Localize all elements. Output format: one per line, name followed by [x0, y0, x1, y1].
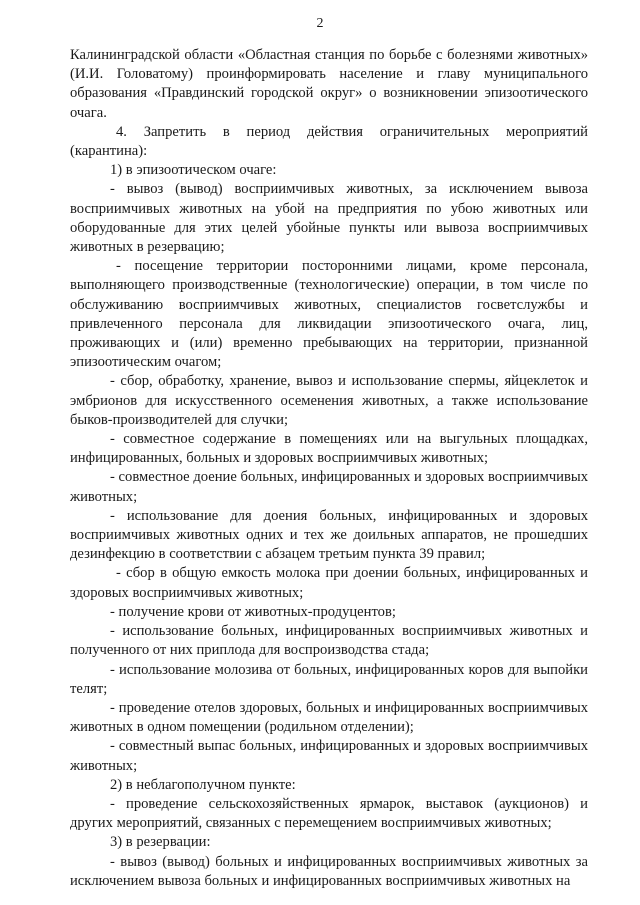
list-item: - сбор, обработку, хранение, вывоз и использование спермы, яйцеклеток и эмбрионов для искусственного осеменения животных, а также использование быков-производителей для случки; — [70, 373, 588, 428]
list-item: - проведение сельскохозяйственных ярмарок, выставок (аукционов) и других мероприятий, связанных с перемещением восприимчивых животных; — [70, 795, 588, 832]
list-item: - совместный выпас больных, инфицированных и здоровых восприимчивых животных; — [70, 738, 588, 774]
list-item: - вывоз (вывод) больных и инфицированных восприимчивых животных за исключением вывоза больных и инфицированных восприимчивых животных на — [70, 853, 588, 889]
list-item: - посещение территории посторонними лицами, кроме персонала, выполняющего производственные (технологические) операции, в том числе по обслуживанию восприимчивых животных, специалистов госветслужбы и привлеченного персонала для ликвидации эпизоотического очага, лиц, проживающих и (или) временно пребывающих на территории, признанной эпизоотическим очагом; — [70, 258, 588, 371]
document-body — [70, 46, 588, 891]
list-item: - сбор в общую емкость молока при доении больных, инфицированных и здоровых восприимчивых животных; — [70, 565, 588, 601]
list-item: - проведение отелов здоровых, больных и инфицированных восприимчивых животных в одном помещении (родильном отделении); — [70, 699, 588, 736]
list-item: - совместное содержание в помещениях или на выгульных площадках, инфицированных, больных и здоровых восприимчивых животных; — [70, 431, 588, 467]
list-item: - использование больных, инфицированных восприимчивых животных и полученного от них приплода для воспроизводства стада; — [70, 623, 588, 659]
subheading-unfavorable-point: 2) в неблагополучном пункте: — [110, 776, 296, 793]
list-item: - получение крови от животных-продуцентов; — [110, 603, 396, 620]
paragraph-intro: Калининградской области «Областная станция по борьбе с болезнями животных» (И.И. Головатому) проинформировать население и главу муниципального образования «Правдинский городской округ» о возникновении эпизоотического очага. — [70, 47, 588, 121]
page-number: 2 — [316, 16, 324, 31]
list-item: - использование для доения больных, инфицированных и здоровых восприимчивых животных одних и тех же доильных аппаратов, не прошедших дезинфекцию в соответствии с абзацем третьим пункта 39 правил; — [70, 507, 588, 563]
subheading-epizootic-focus: 1) в эпизоотическом очаге: — [110, 162, 277, 179]
list-item: - использование молозива от больных, инфицированных коров для выпойки телят; — [70, 661, 588, 697]
list-item: - вывоз (вывод) восприимчивых животных, за исключением вывоза восприимчивых животных на убой на предприятия по убою животных или оборудованные для этих целей убойные пункты или вывоза восприимчивых животных в резервацию; — [70, 181, 588, 256]
subheading-reservation: 3) в резервации: — [110, 834, 211, 851]
paragraph-item-4: 4. Запретить в период действия ограничительных мероприятий (карантина): — [70, 123, 588, 160]
list-item: - совместное доение больных, инфицированных и здоровых восприимчивых животных; — [70, 469, 588, 505]
